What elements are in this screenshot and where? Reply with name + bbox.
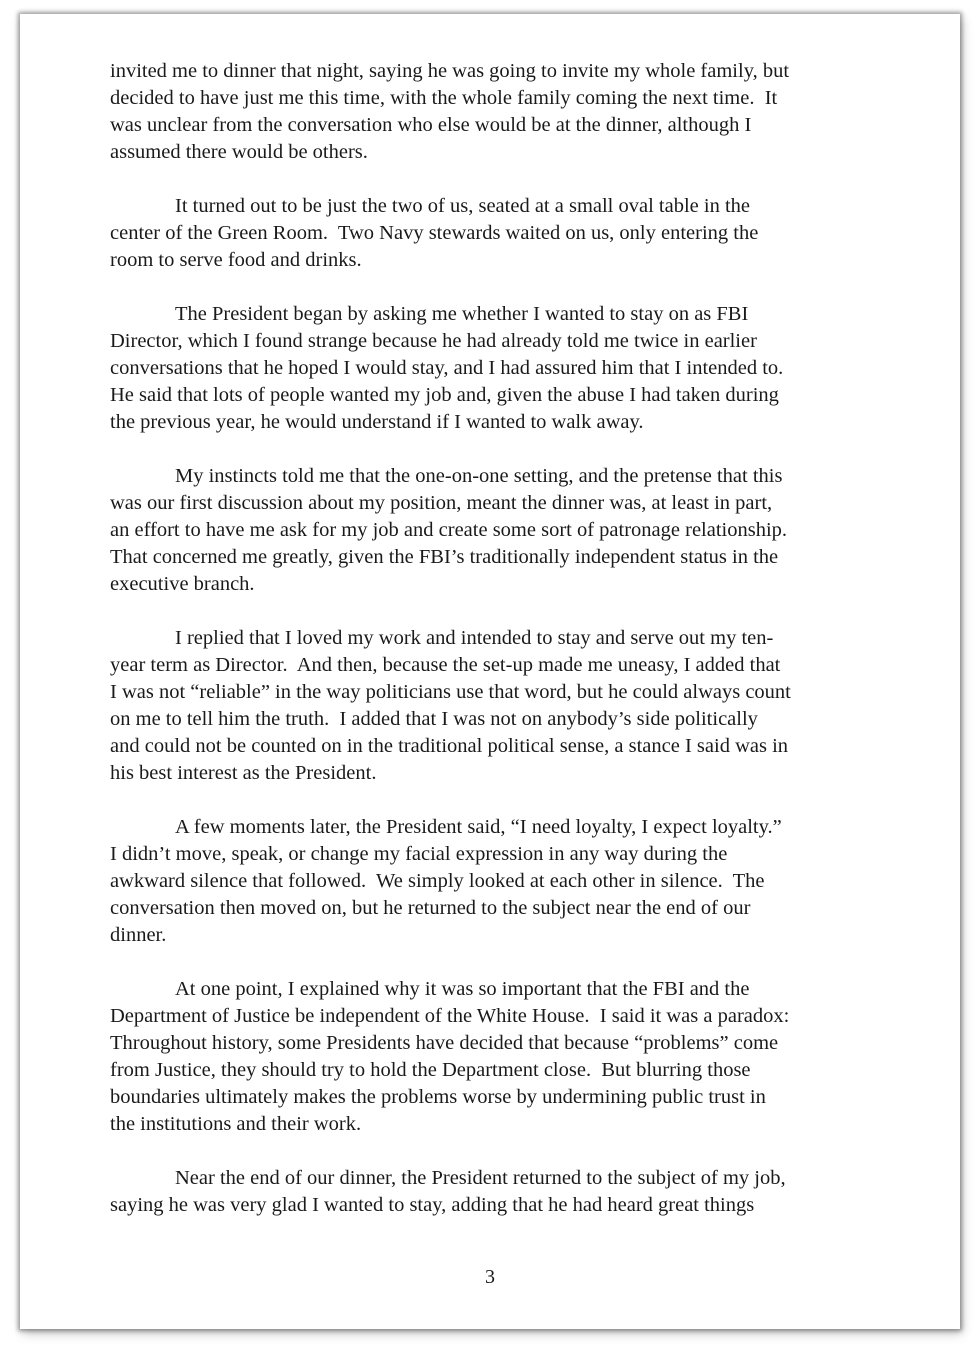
document-page: [20, 14, 960, 1329]
text-line: center of the Green Room. Two Navy stewards waited on us, only entering the: [110, 222, 759, 244]
text-line: invited me to dinner that night, saying he was going to invite my whole family, but: [110, 60, 790, 82]
text-line: room to serve food and drinks.: [110, 249, 362, 271]
text-line: That concerned me greatly, given the FBI’s traditionally independent status in the: [110, 546, 779, 568]
text-line: A few moments later, the President said, “I need loyalty, I expect loyalty.”: [175, 816, 782, 838]
text-line: was unclear from the conversation who else would be at the dinner, although I: [110, 114, 752, 136]
text-line: Near the end of our dinner, the President returned to the subject of my job,: [175, 1167, 786, 1189]
text-line: Director, which I found strange because he had already told me twice in earlier: [110, 330, 757, 352]
paragraph-1: [110, 58, 910, 166]
text-line: decided to have just me this time, with the whole family coming the next time. It: [110, 87, 778, 109]
text-line: year term as Director. And then, because the set-up made me uneasy, I added that: [110, 654, 781, 676]
text-line: his best interest as the President.: [110, 762, 377, 784]
text-line: assumed there would be others.: [110, 141, 368, 163]
text-line: awkward silence that followed. We simply looked at each other in silence. The: [110, 870, 765, 892]
paragraph-3: [110, 301, 910, 436]
paragraph-6: [110, 814, 910, 949]
text-line: My instincts told me that the one-on-one setting, and the pretense that this: [175, 465, 783, 487]
text-line: I replied that I loved my work and intended to stay and serve out my ten-: [175, 627, 774, 649]
text-line: Department of Justice be independent of the White House. I said it was a paradox:: [110, 1005, 790, 1027]
text-line: I didn’t move, speak, or change my facial expression in any way during the: [110, 843, 728, 865]
page-number: 3: [485, 1266, 495, 1288]
text-line: executive branch.: [110, 573, 255, 595]
paragraph-4: [110, 463, 910, 598]
text-line: from Justice, they should try to hold the Department close. But blurring those: [110, 1059, 751, 1081]
document-body: [110, 58, 910, 1246]
text-line: saying he was very glad I wanted to stay, adding that he had heard great things: [110, 1194, 755, 1216]
text-line: and could not be counted on in the traditional political sense, a stance I said was in: [110, 735, 789, 757]
text-line: on me to tell him the truth. I added that I was not on anybody’s side politically: [110, 708, 758, 730]
text-line: the institutions and their work.: [110, 1113, 362, 1135]
text-line: was our first discussion about my position, meant the dinner was, at least in part,: [110, 492, 773, 514]
text-line: an effort to have me ask for my job and create some sort of patronage relationship.: [110, 519, 788, 541]
paragraph-8: [110, 1165, 910, 1219]
text-line: I was not “reliable” in the way politicians use that word, but he could always count: [110, 681, 791, 703]
paragraph-7: [110, 976, 910, 1138]
text-line: At one point, I explained why it was so important that the FBI and the: [175, 978, 750, 1000]
paragraph-2: [110, 193, 910, 274]
text-line: Throughout history, some Presidents have decided that because “problems” come: [110, 1032, 779, 1054]
paragraph-5: [110, 625, 910, 787]
text-line: dinner.: [110, 924, 167, 946]
text-line: conversations that he hoped I would stay, and I had assured him that I intended to.: [110, 357, 784, 379]
text-line: It turned out to be just the two of us, seated at a small oval table in the: [175, 195, 751, 217]
text-line: He said that lots of people wanted my job and, given the abuse I had taken during: [110, 384, 779, 406]
text-line: boundaries ultimately makes the problems worse by undermining public trust in: [110, 1086, 766, 1108]
text-line: conversation then moved on, but he returned to the subject near the end of our: [110, 897, 751, 919]
text-line: The President began by asking me whether I wanted to stay on as FBI: [175, 303, 749, 325]
text-line: the previous year, he would understand if I wanted to walk away.: [110, 411, 644, 433]
